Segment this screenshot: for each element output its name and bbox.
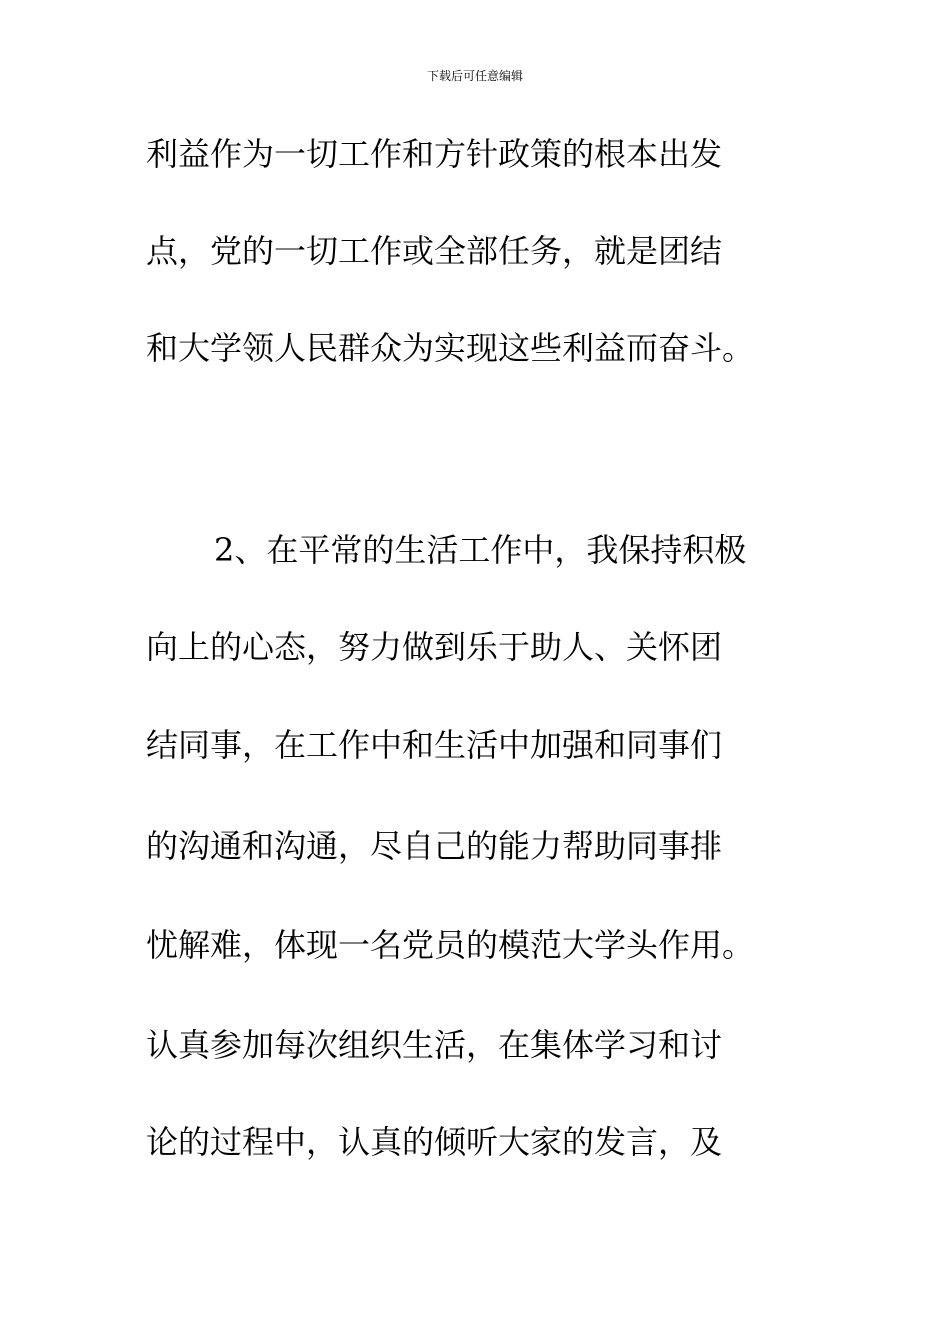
text-line: 向上的心态，努力做到乐于助人、关怀团	[146, 628, 723, 666]
text-line: 忧解难，体现一名党员的模范大学头作用。	[146, 926, 755, 964]
text-line: 和大学领人民群众为实现这些利益而奋斗。	[146, 329, 755, 367]
text-line: 利益作为一切工作和方针政策的根本出发	[146, 135, 723, 173]
text-line: 的沟通和沟通，尽自己的能力帮助同事排	[146, 827, 723, 865]
page-header: 下载后可任意编辑	[426, 69, 523, 83]
text-line: 论的过程中，认真的倾听大家的发言，及	[146, 1123, 723, 1161]
text-line: 认真参加每次组织生活，在集体学习和讨	[146, 1026, 723, 1064]
text-line: 结同事，在工作中和生活中加强和同事们	[146, 726, 723, 764]
text-line: 点，党的一切工作或全部任务，就是团结	[146, 232, 723, 270]
text-line: 2、在平常的生活工作中，我保持积极	[214, 531, 747, 569]
